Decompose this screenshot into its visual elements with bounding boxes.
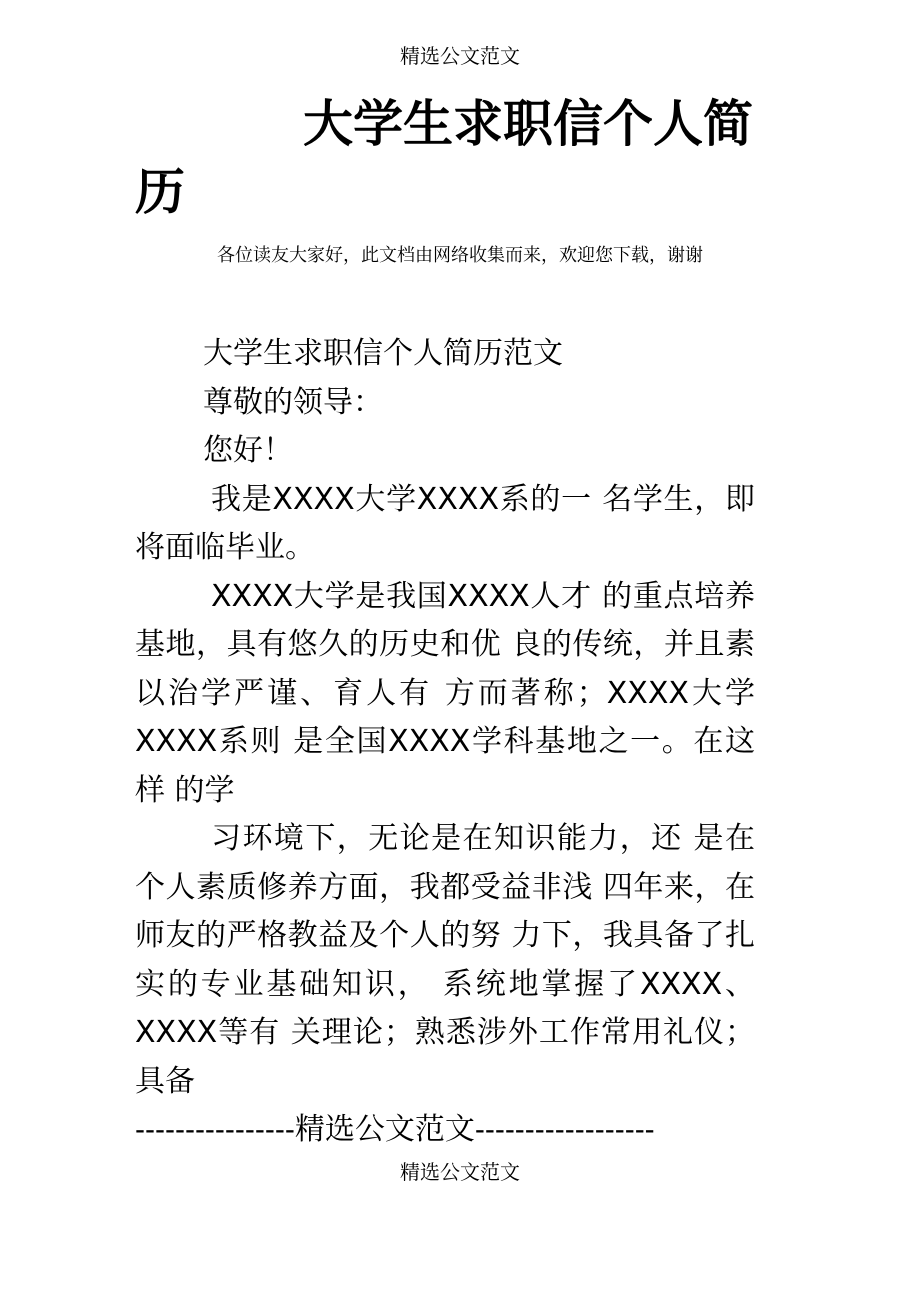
paragraph-3: 习环境下，无论是在知识能力，还 是在个人素质修养方面，我都受益非浅 四年来，在师友的严格教益及个人的努 力下，我具备了扎实的专业基础知识， 系统地掌握了XXXX、XXXX等有 关理论；熟悉涉外工作常用礼仪；具备 <box>135 821 755 1099</box>
footer-divider <box>135 1108 755 1152</box>
divider-label: 精选公文范文 <box>294 1112 475 1147</box>
page-header: 精选公文范文 <box>400 44 520 68</box>
document-title: 大学生求职信个人简历 <box>135 95 753 221</box>
page-footer: 精选公文范文 <box>400 1160 520 1184</box>
paragraph-2: XXXX大学是我国XXXX人才 的重点培养基地，具有悠久的历史和优 良的传统，并且素以治学严谨、育人有 方而著称；XXXX大学XXXX系则 是全国XXXX学科基地之一。在这样 的学 <box>135 578 755 808</box>
document-body <box>135 330 755 1106</box>
body-heading: 大学生求职信个人简历范文 <box>203 336 563 371</box>
salutation: 尊敬的领导： <box>203 384 383 420</box>
paragraph-1: 我是XXXX大学XXXX系的一 名学生，即将面临毕业。 <box>135 481 755 565</box>
divider-right-dashes: ------------------ <box>474 1113 655 1146</box>
greeting: 您好！ <box>203 433 293 468</box>
document-subtitle: 各位读友大家好，此文档由网络收集而来，欢迎您下载，谢谢 <box>217 245 703 266</box>
divider-left-dashes: ---------------- <box>135 1113 295 1146</box>
